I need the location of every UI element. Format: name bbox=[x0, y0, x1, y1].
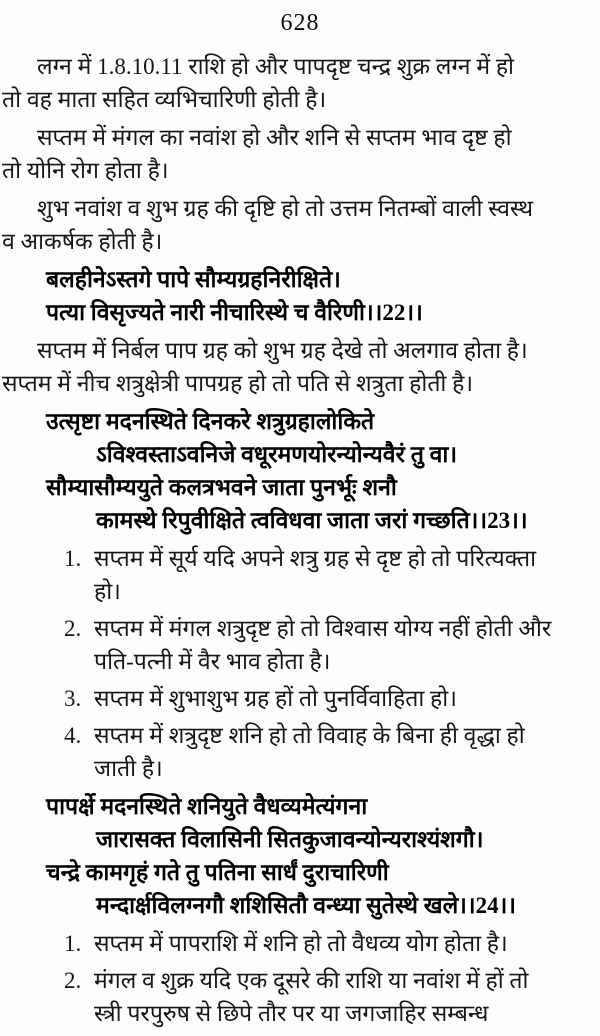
text-line: शुभ नवांश व शुभ ग्रह की दृष्टि हो तो उत्तम नितम्बों वाली स्वस्थ bbox=[37, 196, 534, 221]
text-line: हो। bbox=[94, 579, 121, 604]
text-line: सप्तम में पापराशि में शनि हो तो वैधव्य योग होता है। bbox=[94, 931, 508, 956]
text-line: लग्न में 1.8.10.11 राशि हो और पापदृष्ट चन्द्र शुक्र लग्न में हो bbox=[37, 54, 514, 79]
list-shloka24-points bbox=[0, 927, 600, 1030]
text-line: सप्तम में शुभाशुभ ग्रह हों तो पुनर्विवाहिता हो। bbox=[94, 686, 457, 711]
verse-line: मन्दार्क्षविलग्नगौ शशिसितौ वन्ध्या सुतेस्थे खले।।24।। bbox=[96, 893, 517, 918]
verse-line: सौम्यासौम्ययुते कलत्रभवने जाता पुनर्भूः शनौ bbox=[46, 475, 397, 500]
verse-line: कामस्थे रिपुवीक्षिते त्वविधवा जाता जरां गच्छति।।23।। bbox=[96, 508, 528, 533]
page-number: 628 bbox=[280, 10, 320, 36]
shloka-23 bbox=[0, 405, 600, 537]
text-line: जाती है। bbox=[94, 756, 163, 781]
list-item bbox=[0, 719, 600, 785]
text-line: सप्तम में सूर्य यदि अपने शत्रु ग्रह से दृष्ट हो तो परित्यक्ता bbox=[94, 546, 537, 571]
text-line: सप्तम में नीच शत्रुक्षेत्री पापग्रह हो तो पति से शत्रुता होती है। bbox=[2, 371, 474, 396]
text-line: तो वह माता सहित व्यभिचारिणी होती है। bbox=[2, 87, 327, 112]
verse-line: ऽविश्वस्ताऽवनिजे वधूरमणयोरन्योन्यवैरं तु वा। bbox=[96, 442, 458, 467]
text-line: सप्तम में मंगल का नवांश हो और शनि से सप्तम भाव दृष्ट हो bbox=[37, 125, 512, 150]
list-item bbox=[0, 682, 600, 715]
shloka-22 bbox=[0, 263, 600, 329]
verse-line: चन्द्रे कामगृहं गते तु पतिना सार्धं दुराचारिणी bbox=[46, 860, 389, 885]
text-line: पति-पत्नी में वैर भाव होता है। bbox=[94, 649, 331, 674]
list-item-number: 1. bbox=[64, 931, 82, 956]
text-line: मंगल व शुक्र यदि एक दूसरे की राशि या नवांश में हों तो bbox=[94, 968, 529, 993]
text-line: स्त्री परपुरुष से छिपे तौर पर या जगजाहिर सम्बन्ध bbox=[94, 1001, 489, 1026]
list-item-number: 2. bbox=[64, 616, 82, 641]
verse-line: उत्सृष्टा मदनस्थिते दिनकरे शत्रुग्रहालोकिते bbox=[46, 409, 375, 434]
list-item-number: 1. bbox=[64, 546, 82, 571]
paragraph-lagna-rashi bbox=[0, 50, 600, 116]
text-line: सप्तम में शत्रुदृष्ट शनि हो तो विवाह के बिना ही वृद्धा हो bbox=[94, 723, 525, 748]
paragraph-saptam-mangal bbox=[0, 121, 600, 187]
text-line: सप्तम में निर्बल पाप ग्रह को शुभ ग्रह देखे तो अलगाव होता है। bbox=[37, 338, 528, 363]
shloka-24 bbox=[0, 790, 600, 922]
list-item bbox=[0, 927, 600, 960]
text-line: व आकर्षक होती है। bbox=[2, 229, 163, 254]
paragraph-shloka22-meaning bbox=[0, 334, 600, 400]
list-item-number: 4. bbox=[64, 723, 82, 748]
text-line: सप्तम में मंगल शत्रुदृष्ट हो तो विश्वास योग्य नहीं होती और bbox=[94, 616, 552, 641]
verse-line: जारासक्त विलासिनी सितकुजावन्योन्यराश्यंशगौ। bbox=[96, 827, 484, 852]
verse-line: पापर्क्षे मदनस्थिते शनियुते वैधव्यमेत्यंगना bbox=[46, 794, 368, 819]
paragraph-shubh-navansh bbox=[0, 192, 600, 258]
list-item bbox=[0, 542, 600, 608]
list-shloka23-points bbox=[0, 542, 600, 785]
list-item bbox=[0, 964, 600, 1030]
list-item bbox=[0, 612, 600, 678]
list-item-number: 3. bbox=[64, 686, 82, 711]
text-line: तो योनि रोग होता है। bbox=[2, 158, 169, 183]
list-item-number: 2. bbox=[64, 968, 82, 993]
verse-line: बलहीनेऽस्तगे पापे सौम्यग्रहनिरीक्षिते। bbox=[46, 267, 341, 292]
verse-line: पत्या विसृज्यते नारी नीचारिस्थे च वैरिणी।।22।। bbox=[46, 300, 423, 325]
